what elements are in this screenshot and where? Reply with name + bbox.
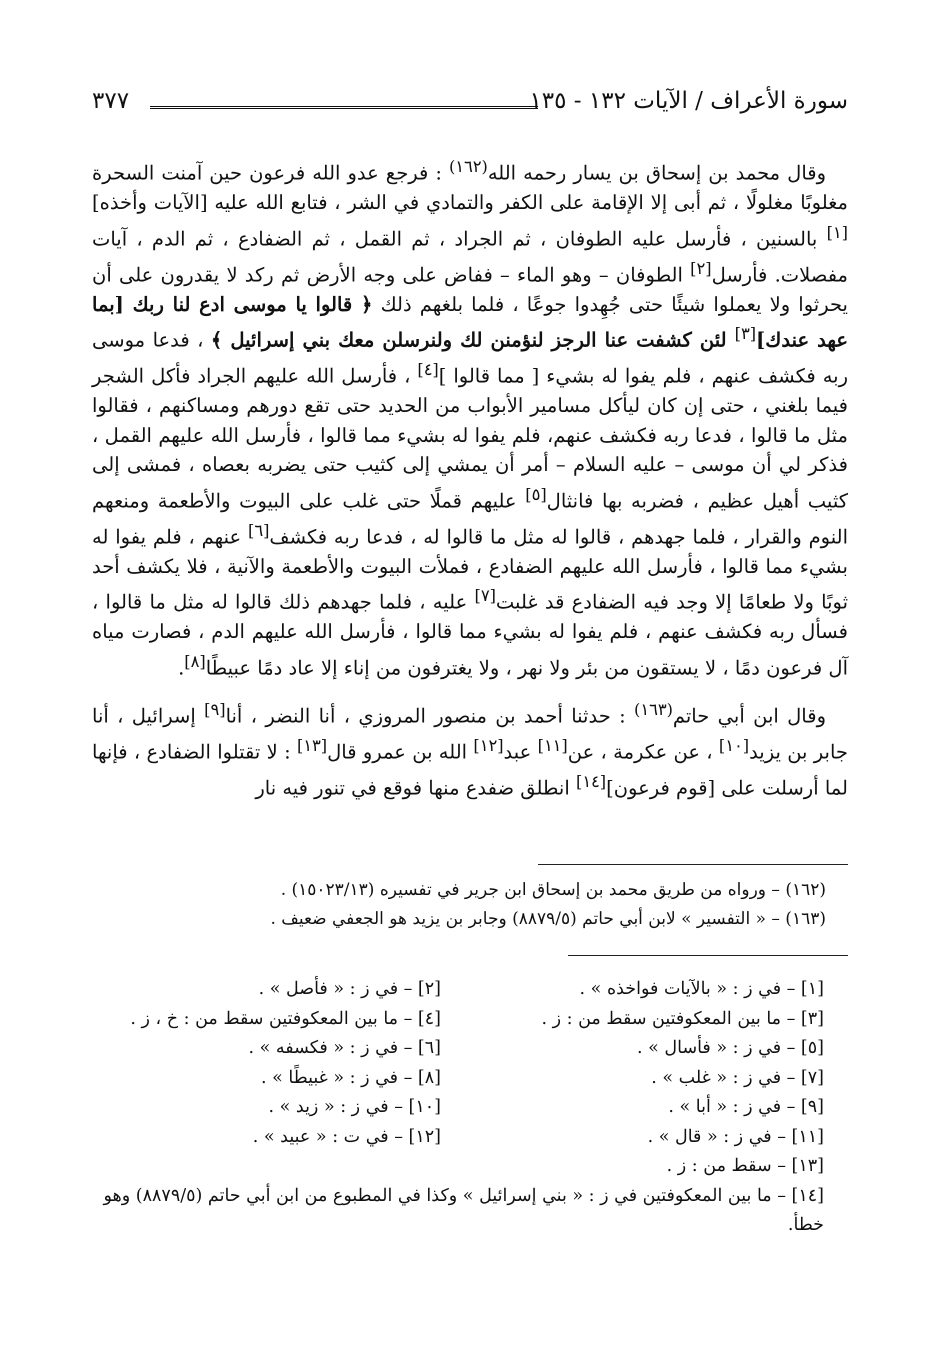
text-run: ، فدعا موسى ربه فكشف عنهم ، فلم يفوا له بشيء [ مما قالوا ]	[92, 328, 848, 388]
text-run: ، عن عكرمة ، عن	[567, 740, 719, 763]
text-run: عليهم قملًا حتى غلب على البيوت والأطعمة ومنعهم النوم والقرار ، فلما جهدهم ، قالوا له مثل ما قالوا له ، فدعا ربه فكشف	[92, 489, 848, 548]
paragraph-ibn-abi-hatim	[92, 695, 848, 803]
tafsir-notes	[92, 876, 848, 934]
text-run: : لا تقتلوا الضفادع ، فإنها لما أرسلت على [قوم فرعون]	[92, 740, 848, 799]
footnote-ref-9: [٩]	[204, 699, 226, 719]
text-run: : حدثنا أحمد بن منصور المروزي ، أنا النضر ، أنا	[225, 704, 635, 727]
footnote-ref-7: [٧]	[474, 586, 496, 605]
text-run: بالسنين ، فأرسل عليه الطوفان ، ثم الجراد ، ثم القمل ، ثم الضفادع ، ثم الدم ، آيات مفصلات. فأرسل	[92, 227, 849, 286]
page-number: ٣٧٧	[92, 88, 130, 114]
footnote-11: [١١] – في ز : « قال » .	[647, 1126, 824, 1147]
footnote-ref-10: [١٠]	[718, 735, 750, 755]
footnote-12: [١٢] – في ت : « عبيد » .	[252, 1126, 441, 1147]
footnote-ref-11: [١١]	[537, 735, 568, 755]
footnote-6: [٦] – في ز : « فكسفه » .	[248, 1038, 441, 1058]
footnote-ref-6: [٦]	[247, 520, 270, 540]
text-run: الطوفان – وهو الماء – ففاض على وجه الأرض ثم ركد لا يقدرون على أن يحرثوا ولا يعملوا شيئًا حتى جُهِدوا جوعًا ، فلما بلغهم ذلك	[92, 263, 848, 316]
tafsir-separator	[538, 864, 848, 865]
footnote-ref-13: [١٣]	[296, 735, 328, 755]
quran-verse: ﴿ قالوا يا موسى ادع لنا ربك [بما عهد عندك]	[92, 292, 848, 352]
footnote-14: [١٤] – ما بين المعكوفتين في ز : « بني إسرائيل » وكذا في المطبوع من ابن أبي حاتم (٨٨٧٩/٥) وهو خطأ.	[103, 1185, 824, 1235]
header-rule	[150, 106, 538, 109]
text-run: انطلق ضفدع منها فوقع في تنور فيه نار	[255, 776, 576, 799]
footnote-2: [٢] – في ز : « فأصل » .	[258, 979, 441, 999]
text-run: ، فأرسل الله عليهم الجراد فأكل الشجر فيما بلغني ، حتى إن كان ليأكل مسامير الأبواب من الحديد حتى تقع دورهم ومساكنهم ، فقالوا مثل ما قالوا ، فدعا ربه فكشف عنهم، فلم يفوا له بشيء مما قالوا ، فأرسل الله عليهم القمل ، فذكر لي أن موسى – عليه السلام – أمر أن يمشي إلى كثيب حتى يضربه بعصاه ، فمشى إلى كثيب أهيل عظيم ، فضربه بها فانثال	[92, 364, 848, 512]
footnote-ref-5: [٥]	[525, 484, 547, 504]
footnote-7: [٧] – في ز : « غلب » .	[651, 1067, 824, 1088]
footnote-8: [٨] – في ز : « غبيطًا » .	[261, 1067, 441, 1088]
running-title: سورة الأعراف / الآيات ١٣٢ - ١٣٥	[529, 88, 848, 114]
footnote-9: [٩] – في ز : « أبا » .	[668, 1097, 824, 1117]
page-header	[92, 88, 848, 122]
footnote-ref-1: [١]	[826, 222, 848, 242]
main-text	[92, 152, 848, 803]
tafsir-note-163: (١٦٣) – « التفسير » لابن أبي حاتم (٨٨٧٩/٥) وجابر بن يزيد هو الجعفي ضعيف .	[270, 909, 826, 929]
text-run: عنهم ، فلم يفوا له بشيء مما قالوا ، فأرسل الله عليهم الضفادع ، فملأت البيوت والأطعمة والآنية ، فلا يكشف أحد ثوبًا ولا طعامًا إلا وجد فيه الضفادع قد غلبت	[92, 525, 849, 614]
footnote-ref-4: [٤]	[417, 360, 439, 379]
paragraph-ibn-ishaq	[92, 152, 848, 683]
footnote-10: [١٠] – في ز : « زيد » .	[268, 1097, 441, 1117]
text-run: عليه ، فلما جهدهم ذلك قالوا له مثل ما قالوا ، فسأل ربه فكشف عنهم ، فلم يفوا له بشيء مما قالوا ، فأرسل الله عليهم الدم ، فصارت مياه آل فرعون دمًا ، لا يستقون من بئر ولا نهر ، ولا يغترفون من إناء إلا عاد دمًا عبيطًا	[92, 590, 848, 679]
text-run: إسرائيل ، أنا جابر بن يزيد	[92, 704, 848, 763]
text-run: الله بن عمرو قال	[327, 740, 474, 763]
footnote-ref-14: [١٤]	[575, 771, 607, 791]
text-run: .	[178, 656, 185, 679]
footnotes	[92, 975, 848, 1241]
tafsir-note-162: (١٦٢) – ورواه من طريق محمد بن إسحاق ابن جرير في تفسيره (١٥٠٢٣/١٣) .	[280, 880, 826, 900]
footnote-4: [٤] – ما بين المعكوفتين سقط من : خ ، ز .	[130, 1008, 441, 1029]
footnote-ref-12: [١٢]	[473, 735, 504, 755]
footnote-ref-8: [٨]	[184, 651, 206, 671]
tafsir-ref-162: (١٦٢)	[448, 157, 488, 176]
footnote-3: [٣] – ما بين المعكوفتين سقط من : ز .	[541, 1008, 824, 1029]
text-run: : فرجع عدو الله فرعون حين آمنت السحرة مغلوبًا مغلولًا ، ثم أبى إلا الإقامة على الكفر والتمادي في الشر ، فتابع الله عليه [الآيات وأخذه]	[92, 161, 848, 214]
text-run: وقال محمد بن إسحاق بن يسار رحمه الله	[487, 161, 826, 185]
footnote-grid	[92, 975, 848, 1182]
text-run: وقال ابن أبي حاتم	[672, 704, 826, 727]
tafsir-ref-163: (١٦٣)	[634, 699, 673, 719]
footnote-5: [٥] – في ز : « فأسال » .	[637, 1038, 824, 1058]
footnote-ref-2: [٢]	[690, 258, 712, 278]
quran-verse: لئن كشفت عنا الرجز لنؤمنن لك ولنرسلن معك بني إسرائيل ﴾	[210, 328, 735, 352]
book-page	[92, 0, 848, 1355]
text-run: عبد	[503, 740, 538, 763]
footnote-1: [١] – في ز : « بالآيات فواخذه » .	[579, 979, 824, 999]
footnote-separator	[568, 955, 848, 956]
footnote-13: [١٣] – سقط من : ز .	[666, 1156, 824, 1176]
footnote-ref-3: [٣]	[734, 324, 757, 343]
